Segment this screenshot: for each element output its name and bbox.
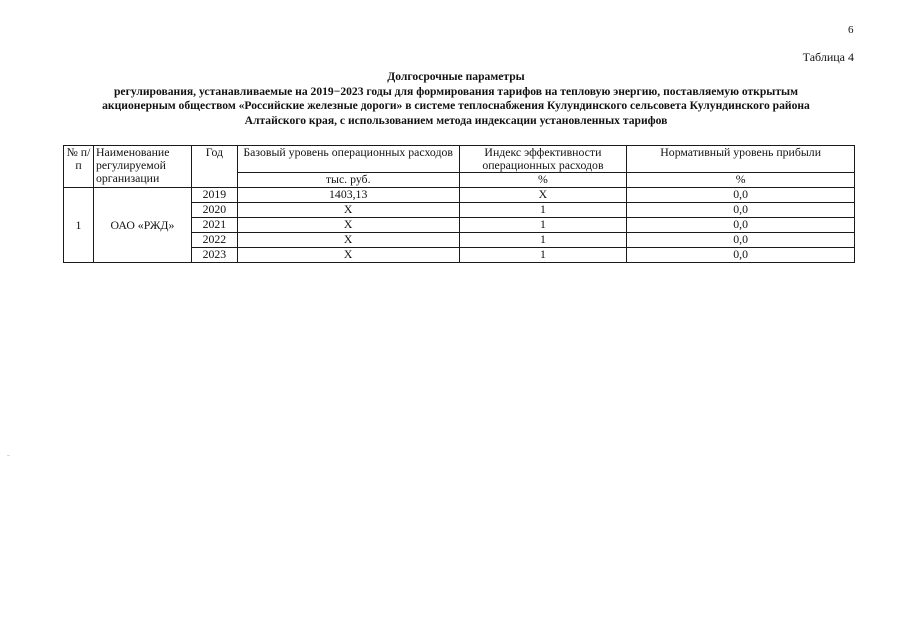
organization-name: ОАО «РЖД» — [93, 188, 191, 263]
profit-level-cell: 0,0 — [627, 248, 855, 263]
unit-profit-level: % — [627, 173, 855, 188]
row-number: 1 — [64, 188, 94, 263]
year-cell: 2021 — [191, 218, 237, 233]
title-line-3: акционерным обществом «Российские железные дороги» в системе теплоснабжения Кулундинского сельсовета Кулундинского района — [102, 99, 810, 113]
table-label: Таблица 4 — [802, 50, 854, 64]
header-base-expenses: Базовый уровень операционных расходов — [237, 146, 459, 173]
header-efficiency-index: Индекс эффективности операционных расходов — [459, 146, 627, 173]
efficiency-index-cell: 1 — [459, 248, 627, 263]
title-line-2: регулирования, устанавливаемые на 2019−2023 годы для формирования тарифов на тепловую энергию, поставляемую открытым — [113, 84, 798, 98]
unit-efficiency-index: % — [459, 173, 627, 188]
header-organization: Наименование регулируемой организации — [93, 146, 191, 188]
base-expenses-cell: Х — [237, 248, 459, 263]
scan-mark — [7, 455, 10, 456]
efficiency-index-cell: Х — [459, 188, 627, 203]
title-line-4: Алтайского края, с использованием метода индексации установленных тарифов — [244, 113, 668, 127]
year-cell: 2020 — [191, 203, 237, 218]
document-title — [40, 70, 872, 128]
year-cell: 2022 — [191, 233, 237, 248]
base-expenses-cell: Х — [237, 203, 459, 218]
efficiency-index-cell: 1 — [459, 233, 627, 248]
title-line-1: Долгосрочные параметры — [387, 70, 525, 83]
profit-level-cell: 0,0 — [627, 233, 855, 248]
unit-base-expenses: тыс. руб. — [237, 173, 459, 188]
profit-level-cell: 0,0 — [627, 218, 855, 233]
table-row — [64, 188, 855, 203]
year-cell: 2019 — [191, 188, 237, 203]
parameters-table — [63, 145, 855, 263]
header-year: Год — [191, 146, 237, 188]
year-cell: 2023 — [191, 248, 237, 263]
header-num: № п/п — [64, 146, 94, 188]
header-profit-level: Нормативный уровень прибыли — [627, 146, 855, 173]
base-expenses-cell: 1403,13 — [237, 188, 459, 203]
profit-level-cell: 0,0 — [627, 188, 855, 203]
page-number: 6 — [848, 24, 854, 36]
profit-level-cell: 0,0 — [627, 203, 855, 218]
base-expenses-cell: Х — [237, 233, 459, 248]
efficiency-index-cell: 1 — [459, 203, 627, 218]
header-row — [64, 146, 855, 173]
base-expenses-cell: Х — [237, 218, 459, 233]
efficiency-index-cell: 1 — [459, 218, 627, 233]
